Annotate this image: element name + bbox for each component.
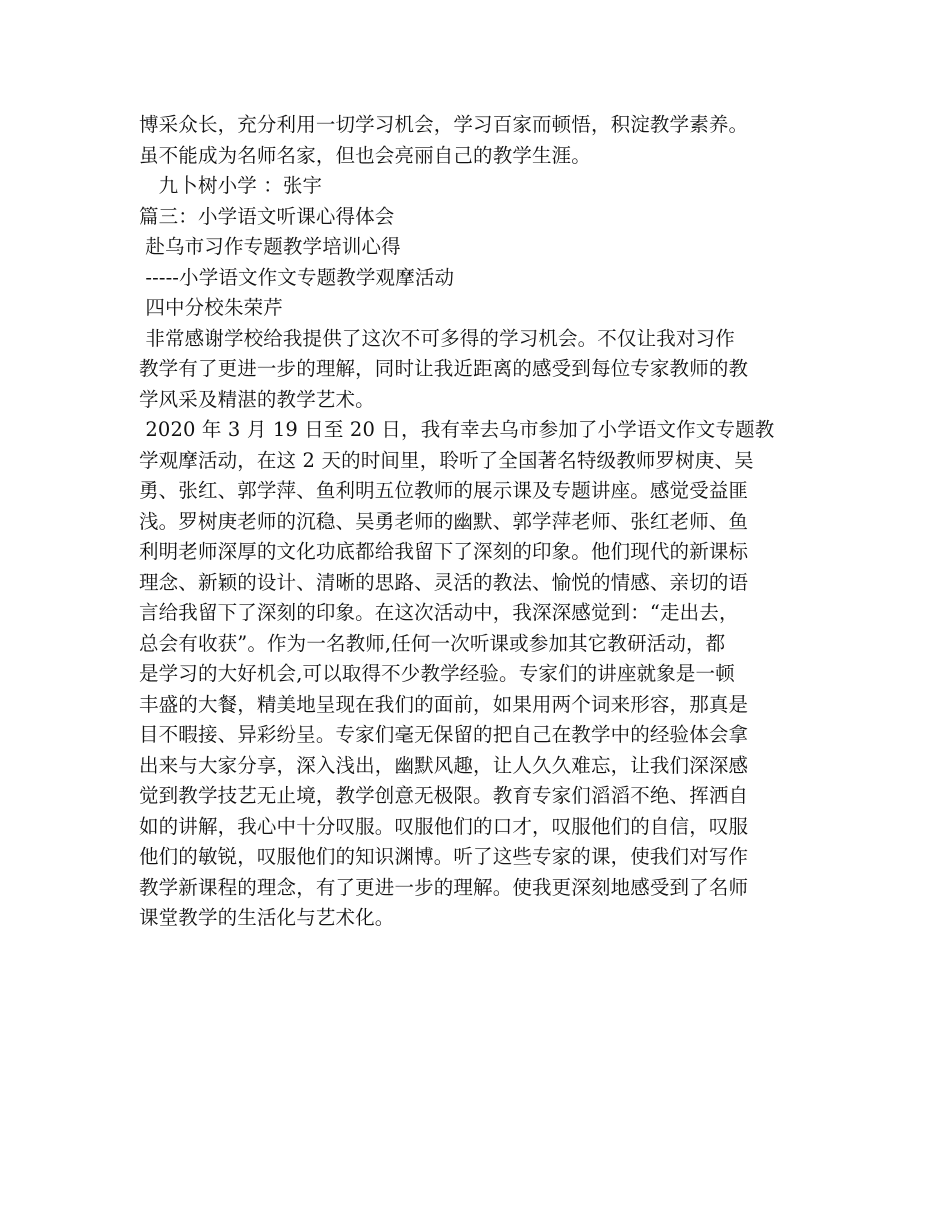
text-line: 如的讲解，我心中十分叹服。叹服他们的口才，叹服他们的自信，叹服 (139, 814, 749, 838)
author-signature: 九卜树小学 ：张宇 (139, 174, 323, 197)
article-author: 四中分校朱荣芹 (139, 296, 283, 319)
document-body (139, 110, 819, 934)
text-line: 学观摩活动，在这 2 天的时间里，聆听了全国著名特级教师罗树庚、吴 (139, 448, 754, 472)
text-line: 言给我留下了深刻的印象。在这次活动中，我深深感觉到：“走出去， (139, 601, 739, 624)
text-line: 是学习的大好机会,可以取得不少教学经验。专家们的讲座就象是一顿 (139, 662, 735, 685)
text-line: 他们的敏锐，叹服他们的知识渊博。听了这些专家的课，使我们对写作 (139, 845, 749, 868)
text-line: 非常感谢学校给我提供了这次不可多得的学习机会。不仅让我对习作 (139, 326, 735, 350)
text-line: 出来与大家分享，深入浅出，幽默风趣，让人久久难忘，让我们深深感 (139, 753, 749, 777)
text-line: 利明老师深厚的文化功底都给我留下了深刻的印象。他们现代的新课标 (139, 540, 749, 563)
text-line: 2020 年 3 月 19 日至 20 日，我有幸去乌市参加了小学语文作文专题教 (139, 418, 775, 441)
text-line: 课堂教学的生活化与艺术化。 (139, 906, 395, 929)
text-line: 浅。罗树庚老师的沉稳、吴勇老师的幽默、郭学萍老师、张红老师、鱼 (139, 509, 749, 533)
article-title: 赴乌市习作专题教学培训心得 (139, 235, 401, 258)
text-line: 目不暇接、异彩纷呈。专家们毫无保留的把自己在教学中的经验体会拿 (139, 723, 749, 746)
text-line: 丰盛的大餐，精美地呈现在我们的面前，如果用两个词来形容，那真是 (139, 692, 749, 716)
text-line: 总会有收获”。作为一名教师,任何一次听课或参加其它教研活动，都 (139, 631, 726, 655)
article-subtitle: -----小学语文作文专题教学观摩活动 (139, 265, 455, 289)
text-line: 学风采及精湛的教学艺术。 (139, 387, 375, 411)
text-line: 教学有了更进一步的理解，同时让我近距离的感受到每位专家教师的教 (139, 357, 749, 380)
text-line: 觉到教学技艺无止境，教学创意无极限。教育专家们滔滔不绝、挥洒自 (139, 784, 749, 807)
section-heading: 篇三：小学语文听课心得体会 (139, 204, 395, 228)
text-line: 教学新课程的理念，有了更进一步的理解。使我更深刻地感受到了名师 (139, 875, 749, 899)
text-line: 理念、新颖的设计、清晰的思路、灵活的教法、愉悦的情感、亲切的语 (139, 570, 749, 594)
text-line: 勇、张红、郭学萍、鱼利明五位教师的展示课及专题讲座。感觉受益匪 (139, 479, 749, 502)
text-line: 虽不能成为名师名家，但也会亮丽自己的教学生涯。 (139, 143, 591, 167)
text-line: 博采众长，充分利用一切学习机会，学习百家而顿悟，积淀教学素养。 (139, 113, 749, 136)
